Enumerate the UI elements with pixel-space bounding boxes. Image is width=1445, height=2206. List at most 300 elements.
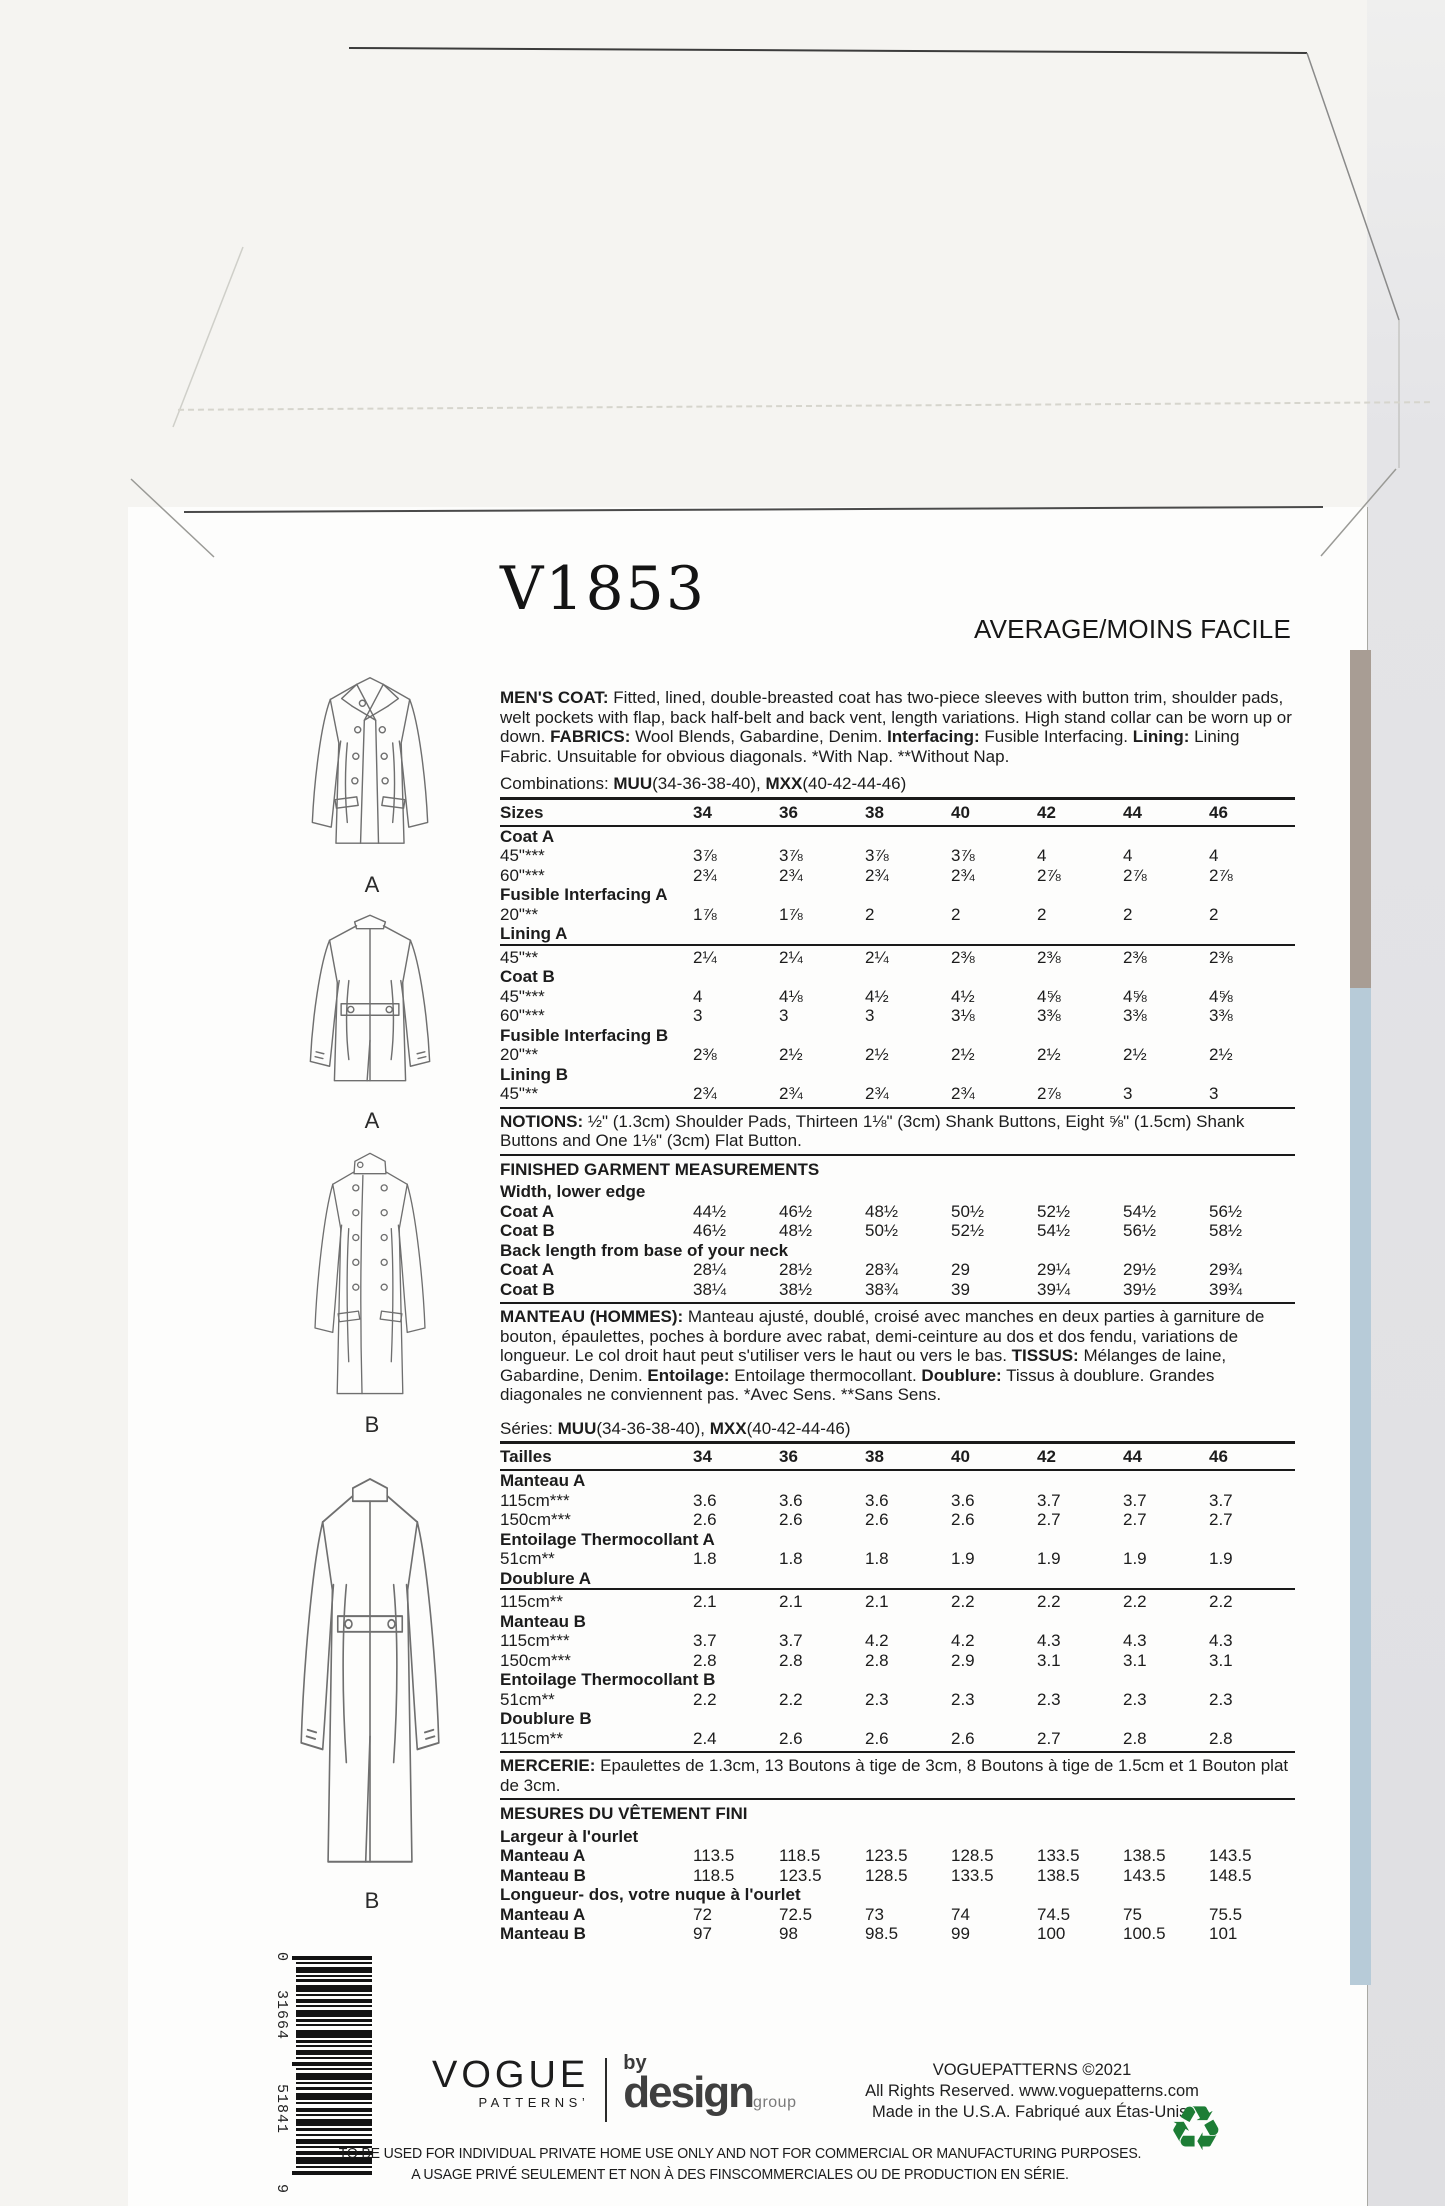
- table-row: [500, 826, 1295, 847]
- combinations-line: Combinations: MUU(34-36-38-40), MXX(40-42-44-46): [500, 774, 907, 793]
- table-row: [500, 866, 1295, 886]
- table-row: [500, 846, 1295, 866]
- row-value: 3⅜: [1037, 1006, 1061, 1025]
- row-value: 4.2: [951, 1631, 975, 1650]
- size-column-header: 40: [951, 798, 1037, 826]
- divider-rule: [500, 1751, 1295, 1753]
- row-label: Doublure B: [500, 1709, 592, 1728]
- row-value: 4½: [865, 986, 889, 1006]
- table-row: [500, 1612, 1295, 1632]
- row-value: 2.8: [693, 1650, 717, 1670]
- row-label: 45"**: [500, 945, 693, 968]
- view-label-b-front: B: [364, 1412, 380, 1437]
- row-value: 2.2: [779, 1689, 803, 1709]
- yardage-fr-body: [500, 1470, 1295, 1748]
- row-value: 46½: [693, 1221, 727, 1240]
- row-value: 2.9: [951, 1650, 975, 1670]
- row-value: 44½: [693, 1201, 727, 1221]
- vogue-patterns-logo: [432, 2056, 589, 2110]
- row-label: 115cm**: [500, 1728, 563, 1748]
- row-value: 143.5: [1123, 1865, 1166, 1885]
- contents-strip-blue: [1350, 988, 1371, 1985]
- row-value: 3: [1123, 1084, 1133, 1103]
- tailles-header-row: [500, 1443, 1295, 1471]
- row-value: 99: [951, 1924, 970, 1943]
- row-value: 2⅞: [1123, 865, 1147, 885]
- coat-a-back-sketch: [292, 896, 448, 1098]
- size-column-header: 46: [1209, 798, 1295, 826]
- size-column-header: 34: [693, 1443, 779, 1471]
- view-label-a-front: A: [364, 872, 380, 897]
- row-value: 3.7: [1037, 1490, 1061, 1510]
- row-value: 4.2: [865, 1631, 889, 1650]
- row-value: 2¾: [951, 1084, 975, 1103]
- table-row: [500, 1182, 1295, 1202]
- row-value: 2.4: [693, 1728, 717, 1748]
- row-value: 28¾: [865, 1260, 899, 1279]
- table-row: [500, 1885, 1295, 1905]
- row-value: 4.3: [1037, 1631, 1061, 1650]
- envelope-flap: [0, 0, 1445, 580]
- table-row: [500, 1280, 1295, 1300]
- row-value: 3.7: [779, 1631, 803, 1650]
- row-value: 4⅝: [1123, 986, 1147, 1006]
- table-row: [500, 1631, 1295, 1651]
- row-value: 3⅞: [693, 846, 717, 865]
- row-value: 74.5: [1037, 1904, 1071, 1924]
- row-value: 48½: [779, 1221, 813, 1240]
- row-value: 133.5: [1037, 1846, 1080, 1865]
- row-value: 2½: [951, 1045, 975, 1064]
- table-row: [500, 905, 1295, 925]
- row-label: 150cm***: [500, 1510, 571, 1529]
- row-value: 2½: [1037, 1045, 1061, 1064]
- table-row: [500, 1065, 1295, 1085]
- size-column-header: 46: [1209, 1443, 1295, 1471]
- row-value: 1.8: [779, 1549, 803, 1568]
- row-value: 2.7: [1209, 1510, 1233, 1529]
- copyright-line: All Rights Reserved. www.voguepatterns.com: [865, 2082, 1199, 2100]
- table-row: [500, 1221, 1295, 1241]
- row-value: 2⅜: [1209, 945, 1295, 968]
- row-label: Entoilage Thermocollant B: [500, 1670, 716, 1689]
- row-value: 98: [779, 1924, 798, 1943]
- row-value: 3⅞: [779, 846, 803, 865]
- row-label: Fusible Interfacing B: [500, 1025, 669, 1045]
- row-value: 4⅛: [779, 986, 803, 1006]
- row-value: 50½: [865, 1221, 899, 1240]
- row-value: 2¾: [693, 1084, 717, 1103]
- row-value: 46½: [779, 1201, 813, 1221]
- finished-body: [500, 1182, 1295, 1299]
- row-value: 39½: [1123, 1279, 1157, 1299]
- table-row: [500, 1651, 1295, 1671]
- row-value: 3⅞: [865, 846, 889, 865]
- size-column-header: 42: [1037, 1443, 1123, 1471]
- row-value: 2¾: [779, 1084, 803, 1103]
- barcode-bars: [292, 1956, 372, 2175]
- row-value: 2¼: [693, 945, 779, 968]
- table-row: [500, 945, 1295, 968]
- row-value: 1.9: [1209, 1549, 1233, 1568]
- row-value: 50½: [951, 1201, 985, 1221]
- row-value: 72.5: [779, 1904, 813, 1924]
- row-label: Lining B: [500, 1064, 568, 1084]
- divider-rule: [500, 1302, 1295, 1304]
- row-value: 2.1: [693, 1589, 779, 1612]
- table-row: [500, 1670, 1295, 1690]
- row-value: 48½: [865, 1201, 899, 1221]
- mesures-title: MESURES DU VÊTEMENT FINI: [500, 1804, 748, 1823]
- row-value: 2¾: [865, 865, 889, 885]
- row-value: 2⅜: [951, 945, 1037, 968]
- row-value: 2.2: [693, 1689, 717, 1709]
- row-value: 38¼: [693, 1279, 727, 1299]
- row-label: Entoilage Thermocollant A: [500, 1529, 715, 1549]
- row-value: 75: [1123, 1904, 1142, 1924]
- row-label: Width, lower edge: [500, 1182, 646, 1201]
- table-row: [500, 1549, 1295, 1569]
- row-label: 60"***: [500, 865, 545, 885]
- row-value: 3.6: [779, 1490, 803, 1510]
- row-value: 2½: [779, 1045, 803, 1064]
- row-value: 3.6: [865, 1490, 889, 1510]
- notions-paragraph: NOTIONS: ½" (1.3cm) Shoulder Pads, Thirteen 1⅛" (3cm) Shank Buttons, Eight ⅝" (1.5cm) Shank Buttons and One 1⅛" (3cm) Flat Button.: [500, 1111, 1245, 1150]
- row-value: 3: [779, 1006, 789, 1025]
- row-label: 45"***: [500, 846, 545, 865]
- row-value: 2⅜: [1037, 945, 1123, 968]
- size-column-header: 40: [951, 1443, 1037, 1471]
- row-value: 28¼: [693, 1260, 727, 1279]
- table-row: [500, 1589, 1295, 1612]
- row-value: 2.3: [1209, 1689, 1233, 1709]
- manteau-paragraph: MANTEAU (HOMMES): Manteau ajusté, doublé, croisé avec manches en deux parties à garniture de bouton, épaulettes, poches à bordure avec rabat, demi-ceinture au dos et dos fendu, variations de longueur. Le col droit haut peut s'utiliser vers le haut ou vers le bas. TISSUS: Mélanges de laine, Gabardine, Denim. Entoilage: Entoilage thermocollant. Doublure: Tissus à doublure. Grandes diagonales ne conviennent pas. *Avec Sens. **Sans Sens.: [500, 1307, 1265, 1404]
- row-value: 2.8: [779, 1650, 803, 1670]
- sizes-header-label: Sizes: [500, 798, 693, 826]
- row-value: 2⅜: [693, 1045, 717, 1064]
- row-value: 143.5: [1209, 1846, 1252, 1865]
- table-row: [500, 1690, 1295, 1710]
- yardage-table-english: [500, 797, 1295, 1104]
- table-row: [500, 1045, 1295, 1065]
- row-value: 2.3: [1037, 1689, 1061, 1709]
- row-label: Coat B: [500, 1279, 555, 1299]
- row-value: 148.5: [1209, 1865, 1252, 1885]
- row-value: 2¾: [779, 865, 803, 885]
- row-value: 2.8: [865, 1650, 889, 1670]
- size-column-header: 36: [779, 1443, 865, 1471]
- table-row: [500, 1530, 1295, 1550]
- row-label: 20"**: [500, 1045, 539, 1064]
- row-value: 3.1: [1123, 1650, 1147, 1670]
- row-value: 3.1: [1209, 1650, 1233, 1670]
- size-column-header: 44: [1123, 798, 1209, 826]
- row-value: 2⅞: [1037, 1084, 1061, 1103]
- svg-text:31664: 31664: [273, 1990, 290, 2041]
- row-value: 2¾: [693, 865, 717, 885]
- disclaimer-en: TO BE USED FOR INDIVIDUAL PRIVATE HOME USE ONLY AND NOT FOR COMMERCIAL OR MANUFACTURING PURPOSES.: [338, 2145, 1142, 2162]
- row-value: 123.5: [779, 1865, 822, 1885]
- logo-divider: [605, 2058, 607, 2122]
- row-label: Coat B: [500, 1221, 555, 1240]
- row-value: 39: [951, 1279, 970, 1299]
- row-value: 4.3: [1123, 1631, 1147, 1650]
- row-label: Coat A: [500, 826, 555, 846]
- row-value: 128.5: [865, 1865, 908, 1885]
- row-value: 29½: [1123, 1260, 1157, 1279]
- row-value: 118.5: [693, 1865, 735, 1885]
- table-row: [500, 1470, 1295, 1491]
- coat-b-front-sketch: [292, 1140, 448, 1406]
- row-value: 2.3: [1123, 1689, 1147, 1709]
- row-value: 3⅛: [951, 1006, 975, 1025]
- row-value: 3.6: [951, 1490, 975, 1510]
- coat-b-back-sketch: [284, 1462, 456, 1880]
- row-value: 2.6: [779, 1510, 803, 1529]
- row-value: 4½: [951, 986, 975, 1006]
- row-value: 2: [865, 904, 875, 924]
- table-row: [500, 924, 1295, 945]
- table-row: [500, 1846, 1295, 1866]
- row-value: 52½: [1037, 1201, 1071, 1221]
- row-value: 72: [693, 1904, 712, 1924]
- row-value: 2.1: [779, 1589, 865, 1612]
- row-value: 123.5: [865, 1846, 908, 1865]
- row-value: 2.2: [951, 1589, 1037, 1612]
- row-value: 3.1: [1037, 1650, 1061, 1670]
- row-label: Doublure A: [500, 1568, 591, 1588]
- patterns-wordmark: PATTERNS’: [478, 2095, 590, 2110]
- yardage-en-body: [500, 826, 1295, 1104]
- publisher-logos: [432, 2052, 797, 2122]
- row-value: 75.5: [1209, 1904, 1243, 1924]
- row-value: 4⅝: [1037, 986, 1061, 1006]
- row-label: 45"**: [500, 1084, 539, 1103]
- row-value: 1⅞: [779, 904, 803, 924]
- row-label: Coat B: [500, 967, 555, 986]
- divider-rule: [500, 1154, 1295, 1156]
- row-value: 2.2: [1037, 1589, 1123, 1612]
- row-label: Manteau A: [500, 1904, 586, 1924]
- row-value: 2.6: [865, 1728, 889, 1748]
- copyright-line: VOGUEPATTERNS ©2021: [932, 2061, 1132, 2079]
- divider-rule: [500, 1107, 1295, 1109]
- size-column-header: 34: [693, 798, 779, 826]
- row-label: 45"***: [500, 986, 545, 1006]
- row-label: Coat A: [500, 1260, 555, 1279]
- size-column-header: 38: [865, 798, 951, 826]
- row-label: 20"**: [500, 904, 539, 924]
- row-value: 38¾: [865, 1279, 899, 1299]
- row-label: 115cm***: [500, 1631, 570, 1650]
- table-row: [500, 1202, 1295, 1222]
- row-value: 29¾: [1209, 1260, 1243, 1279]
- row-label: 51cm**: [500, 1689, 555, 1709]
- size-column-header: 44: [1123, 1443, 1209, 1471]
- row-value: 100: [1037, 1924, 1066, 1943]
- row-label: Manteau B: [500, 1611, 586, 1631]
- row-value: 2.6: [865, 1510, 889, 1529]
- view-label-b-back: B: [364, 1888, 380, 1913]
- row-value: 2.2: [1209, 1589, 1295, 1612]
- row-value: 58½: [1209, 1221, 1243, 1240]
- row-value: 2⅞: [1037, 865, 1061, 885]
- series-line: Séries: MUU(34-36-38-40), MXX(40-42-44-46): [500, 1418, 851, 1438]
- row-value: 1.9: [951, 1549, 975, 1568]
- header-row: [500, 554, 1295, 682]
- row-value: 29¼: [1037, 1260, 1071, 1279]
- table-row: [500, 1084, 1295, 1104]
- row-value: 2.3: [865, 1689, 889, 1709]
- row-value: 1.9: [1037, 1549, 1061, 1568]
- row-value: 54½: [1037, 1221, 1071, 1240]
- row-value: 39¼: [1037, 1279, 1071, 1299]
- coat-a-front-sketch: [292, 656, 448, 864]
- row-value: 4: [693, 986, 703, 1006]
- row-label: Coat A: [500, 1201, 555, 1221]
- tailles-header-label: Tailles: [500, 1443, 693, 1471]
- mesures-body: [500, 1827, 1295, 1944]
- row-label: 115cm***: [500, 1490, 570, 1510]
- finished-measurements-title: FINISHED GARMENT MEASUREMENTS: [500, 1159, 820, 1179]
- row-value: 1.9: [1123, 1549, 1147, 1568]
- row-value: 3⅜: [1123, 1006, 1147, 1025]
- row-value: 2.3: [951, 1689, 975, 1709]
- row-value: 38½: [779, 1279, 813, 1299]
- row-value: 3.6: [693, 1490, 717, 1510]
- row-value: 138.5: [1037, 1865, 1080, 1885]
- usage-disclaimer: [176, 2144, 1304, 2185]
- row-value: 2: [1037, 904, 1047, 924]
- vogue-wordmark: VOGUE: [432, 2054, 590, 2096]
- row-value: 113.5: [693, 1846, 735, 1865]
- row-label: 150cm***: [500, 1650, 571, 1670]
- table-row: [500, 967, 1295, 987]
- table-row: [500, 1006, 1295, 1026]
- row-value: 3: [865, 1006, 875, 1025]
- row-label: Largeur à l'ourlet: [500, 1826, 639, 1846]
- table-row: [500, 1827, 1295, 1847]
- pattern-number: V1853: [500, 554, 707, 624]
- row-value: 4: [1123, 846, 1133, 865]
- yardage-table-french: [500, 1441, 1295, 1748]
- row-value: 4.3: [1209, 1631, 1233, 1650]
- disclaimer-fr: A USAGE PRIVÉ SEULEMENT ET NON À DES FINSCOMMERCIALES OU DE PRODUCTION EN SÉRIE.: [411, 2165, 1069, 2183]
- row-value: 118.5: [779, 1846, 821, 1865]
- svg-text:51841: 51841: [273, 2084, 290, 2135]
- row-value: 4: [1037, 846, 1047, 865]
- row-value: 4: [1209, 846, 1219, 865]
- difficulty-label: AVERAGE/MOINS FACILE: [973, 614, 1291, 644]
- row-value: 3⅞: [951, 846, 975, 865]
- row-value: 3.7: [693, 1631, 717, 1650]
- row-value: 52½: [951, 1221, 985, 1240]
- row-value: 28½: [779, 1260, 813, 1279]
- row-label: Longueur- dos, votre nuque à l'ourlet: [500, 1885, 801, 1904]
- row-value: 2.7: [1037, 1728, 1061, 1748]
- row-label: Manteau A: [500, 1846, 586, 1865]
- row-value: 4⅝: [1209, 986, 1233, 1006]
- row-value: 2: [1209, 904, 1219, 924]
- table-row: [500, 1260, 1295, 1280]
- table-row: [500, 987, 1295, 1007]
- row-value: 2.6: [951, 1510, 975, 1529]
- row-value: 2¼: [779, 945, 865, 968]
- row-value: 2⅜: [1123, 945, 1209, 968]
- row-value: 2.6: [951, 1728, 975, 1748]
- row-value: 56½: [1209, 1201, 1243, 1221]
- row-label: 115cm**: [500, 1589, 693, 1612]
- table-row: [500, 1026, 1295, 1046]
- row-value: 97: [693, 1924, 712, 1943]
- row-value: 2½: [1209, 1045, 1233, 1064]
- table-row: [500, 1924, 1295, 1944]
- svg-text:9: 9: [273, 2184, 290, 2195]
- view-label-a-back: A: [364, 1108, 380, 1133]
- divider-rule: [500, 1798, 1295, 1800]
- copyright-line: Made in the U.S.A. Fabriqué aux Étas-Unis.: [871, 2103, 1193, 2121]
- size-column-header: 42: [1037, 798, 1123, 826]
- row-value: 133.5: [951, 1865, 994, 1885]
- table-row: [500, 1569, 1295, 1590]
- row-label: Manteau A: [500, 1471, 586, 1490]
- row-value: 3⅜: [1209, 1006, 1233, 1025]
- row-value: 138.5: [1123, 1846, 1166, 1865]
- text-column: [500, 554, 1295, 1944]
- table-row: [500, 1709, 1295, 1729]
- row-label: Manteau B: [500, 1924, 586, 1943]
- row-value: 2: [951, 904, 961, 924]
- recycle-icon: ♻: [1168, 2092, 1224, 2165]
- row-value: 3: [1209, 1084, 1219, 1103]
- row-label: 51cm**: [500, 1549, 555, 1568]
- row-value: 2: [1123, 904, 1133, 924]
- row-label: Lining A: [500, 924, 568, 943]
- sizes-header-row: [500, 798, 1295, 826]
- row-value: 2.8: [1123, 1728, 1147, 1748]
- size-column-header: 36: [779, 798, 865, 826]
- table-row: [500, 1241, 1295, 1261]
- row-label: Manteau B: [500, 1865, 586, 1885]
- by-design-group-logo: by designgroup: [623, 2052, 797, 2117]
- row-value: 3.7: [1209, 1490, 1233, 1510]
- row-value: 39¾: [1209, 1279, 1243, 1299]
- row-value: 2.6: [779, 1728, 803, 1748]
- size-column-header: 38: [865, 1443, 951, 1471]
- row-value: 2.8: [1209, 1728, 1233, 1748]
- table-row: [500, 1866, 1295, 1886]
- finished-measurements-table: [500, 1182, 1295, 1299]
- row-value: 2¾: [865, 1084, 889, 1103]
- row-value: 56½: [1123, 1221, 1157, 1240]
- row-value: 1.8: [865, 1549, 889, 1568]
- row-value: 3: [693, 1006, 703, 1025]
- row-value: 29: [951, 1260, 970, 1279]
- row-label: Fusible Interfacing A: [500, 885, 668, 904]
- row-label: Back length from base of your neck: [500, 1240, 789, 1260]
- row-value: 3.7: [1123, 1490, 1147, 1510]
- row-value: 2⅞: [1209, 865, 1233, 885]
- row-value: 100.5: [1123, 1924, 1166, 1943]
- row-value: 2.7: [1123, 1510, 1147, 1529]
- row-value: 2.7: [1037, 1510, 1061, 1529]
- row-value: 2¾: [951, 865, 975, 885]
- row-value: 73: [865, 1904, 884, 1924]
- svg-text:0: 0: [273, 1952, 290, 1963]
- row-label: 60"***: [500, 1006, 545, 1025]
- table-row: [500, 1510, 1295, 1530]
- row-value: 1⅞: [693, 904, 717, 924]
